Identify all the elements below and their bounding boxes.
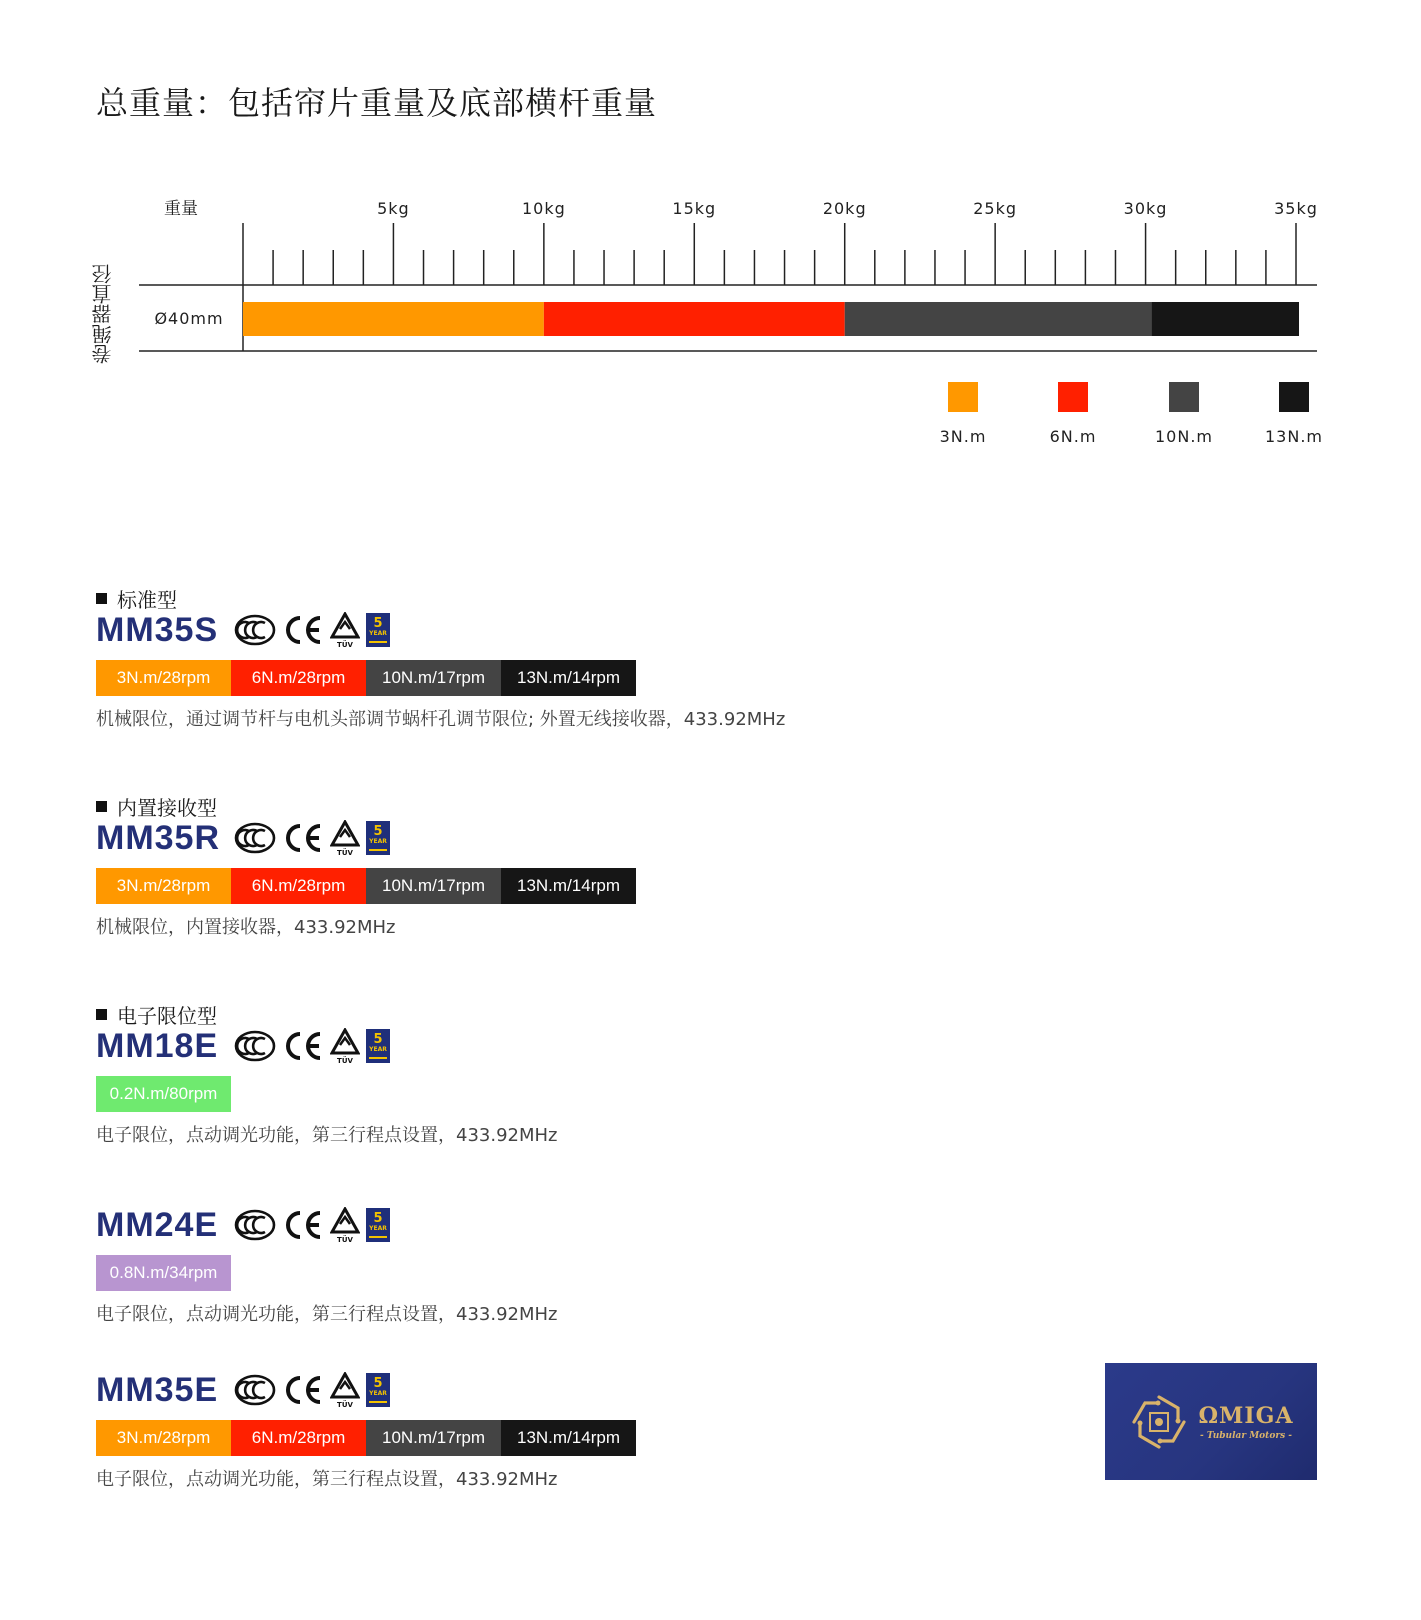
section-heading bbox=[96, 586, 785, 610]
weight-range-chart bbox=[0, 180, 1421, 470]
omiga-emblem-icon bbox=[1128, 1391, 1190, 1453]
chart-legend-swatch bbox=[948, 382, 978, 412]
ccc-icon bbox=[234, 613, 276, 647]
model-line bbox=[96, 610, 785, 650]
chart-bar-segment bbox=[243, 302, 544, 336]
five-year-warranty-icon bbox=[366, 1029, 390, 1063]
ce-mark-icon bbox=[282, 613, 324, 647]
spec-row bbox=[96, 868, 636, 904]
warranty-number: 5 bbox=[373, 616, 383, 631]
section-description: 机械限位，内置接收器，433.92MHz bbox=[96, 917, 396, 938]
tuv-text: TÜV bbox=[337, 1401, 353, 1408]
ccc-icon bbox=[234, 1373, 276, 1407]
tuv-text: TÜV bbox=[337, 849, 353, 856]
chart-x-axis-label: 重量 bbox=[164, 199, 198, 219]
ce-mark-icon bbox=[282, 1029, 324, 1063]
certification-icons bbox=[234, 612, 390, 648]
spec-cell: 3N.m/28rpm bbox=[96, 660, 231, 696]
product-section bbox=[96, 1002, 558, 1147]
chart-bar-segment bbox=[1152, 302, 1299, 336]
warranty-word: YEAR bbox=[369, 838, 387, 845]
tuv-text: TÜV bbox=[337, 1057, 353, 1064]
spec-cell: 3N.m/28rpm bbox=[96, 868, 231, 904]
chart-bar-segment bbox=[845, 302, 1152, 336]
warranty-number: 5 bbox=[373, 1376, 383, 1391]
tuv-icon bbox=[330, 1372, 360, 1408]
warranty-number: 5 bbox=[373, 824, 383, 839]
certification-icons bbox=[234, 1207, 390, 1243]
spec-row bbox=[96, 660, 785, 696]
product-section bbox=[96, 794, 636, 939]
section-heading-text: 电子限位型 bbox=[117, 1003, 217, 1028]
omiga-logo bbox=[1105, 1363, 1317, 1480]
page-title: 总重量：包括帘片重量及底部横杆重量 bbox=[96, 84, 658, 122]
chart-legend-label: 13N.m bbox=[1265, 427, 1323, 446]
tuv-icon bbox=[330, 612, 360, 648]
chart-y-axis-label: 卷绳器直径 bbox=[91, 264, 115, 364]
warranty-word: YEAR bbox=[369, 1390, 387, 1397]
section-heading-text: 内置接收型 bbox=[117, 795, 217, 820]
five-year-warranty-icon bbox=[366, 1373, 390, 1407]
spec-cell: 6N.m/28rpm bbox=[231, 660, 366, 696]
five-year-warranty-icon bbox=[366, 1208, 390, 1242]
spec-cell: 0.8N.m/34rpm bbox=[96, 1255, 231, 1291]
ccc-icon bbox=[234, 1029, 276, 1063]
tuv-text: TÜV bbox=[337, 641, 353, 648]
warranty-number: 5 bbox=[373, 1032, 383, 1047]
ccc-icon bbox=[234, 821, 276, 855]
ccc-icon bbox=[234, 1208, 276, 1242]
tuv-icon bbox=[330, 1028, 360, 1064]
certification-icons bbox=[234, 1372, 390, 1408]
chart-tick-label: 25kg bbox=[973, 199, 1018, 218]
certification-icons bbox=[234, 1028, 390, 1064]
warranty-word: YEAR bbox=[369, 1046, 387, 1053]
chart-legend-swatch bbox=[1058, 382, 1088, 412]
model-line bbox=[96, 1370, 636, 1410]
chart-tick-label: 20kg bbox=[822, 199, 867, 218]
ce-mark-icon bbox=[282, 821, 324, 855]
chart-tick-labels bbox=[377, 199, 1318, 218]
model-line bbox=[96, 1026, 558, 1066]
chart-legend-label: 10N.m bbox=[1155, 427, 1213, 446]
section-heading bbox=[96, 1002, 558, 1026]
chart-legend-label: 3N.m bbox=[939, 427, 987, 446]
spec-cell: 13N.m/14rpm bbox=[501, 660, 636, 696]
chart-legend-swatch bbox=[1279, 382, 1309, 412]
five-year-warranty-icon bbox=[366, 613, 390, 647]
section-description: 电子限位，点动调光功能，第三行程点设置，433.92MHz bbox=[96, 1469, 558, 1490]
model-name: MM35E bbox=[96, 1370, 219, 1409]
spec-cell: 6N.m/28rpm bbox=[231, 868, 366, 904]
spec-cell: 10N.m/17rpm bbox=[366, 660, 501, 696]
model-line bbox=[96, 1205, 558, 1245]
chart-ticks bbox=[273, 223, 1296, 285]
chart-tick-label: 30kg bbox=[1123, 199, 1168, 218]
tuv-text: TÜV bbox=[337, 1236, 353, 1243]
spec-cell: 6N.m/28rpm bbox=[231, 1420, 366, 1456]
warranty-word: YEAR bbox=[369, 630, 387, 637]
spec-cell: 13N.m/14rpm bbox=[501, 1420, 636, 1456]
chart-tick-label: 10kg bbox=[521, 199, 566, 218]
warranty-number: 5 bbox=[373, 1211, 383, 1226]
spec-cell: 10N.m/17rpm bbox=[366, 868, 501, 904]
model-name: MM35R bbox=[96, 818, 221, 857]
tuv-icon bbox=[330, 1207, 360, 1243]
chart-category-label: Ø40mm bbox=[154, 309, 224, 328]
section-description: 机械限位，通过调节杆与电机头部调节蜗杆孔调节限位; 外置无线接收器，433.92MHz bbox=[96, 709, 786, 730]
logo-subtitle: - Tubular Motors - bbox=[1199, 1430, 1293, 1441]
model-name: MM24E bbox=[96, 1205, 219, 1244]
square-bullet-icon bbox=[96, 1009, 107, 1020]
section-heading bbox=[96, 794, 636, 818]
spec-row bbox=[96, 1255, 558, 1291]
chart-bars bbox=[243, 302, 1299, 336]
product-section bbox=[96, 1205, 558, 1326]
ce-mark-icon bbox=[282, 1373, 324, 1407]
tuv-icon bbox=[330, 820, 360, 856]
certification-icons bbox=[234, 820, 390, 856]
spec-cell: 10N.m/17rpm bbox=[366, 1420, 501, 1456]
chart-legend-swatch bbox=[1169, 382, 1199, 412]
warranty-word: YEAR bbox=[369, 1225, 387, 1232]
chart-tick-label: 35kg bbox=[1274, 199, 1318, 218]
model-line bbox=[96, 818, 636, 858]
chart-tick-label: 5kg bbox=[377, 199, 410, 218]
spec-cell: 0.2N.m/80rpm bbox=[96, 1076, 231, 1112]
model-name: MM18E bbox=[96, 1026, 219, 1065]
logo-name: ΩMIGA bbox=[1198, 1402, 1294, 1429]
chart-tick-label: 15kg bbox=[672, 199, 717, 218]
square-bullet-icon bbox=[96, 593, 107, 604]
product-section bbox=[96, 1370, 636, 1491]
section-description: 电子限位，点动调光功能，第三行程点设置，433.92MHz bbox=[96, 1125, 558, 1146]
spec-row bbox=[96, 1076, 558, 1112]
five-year-warranty-icon bbox=[366, 821, 390, 855]
spec-cell: 3N.m/28rpm bbox=[96, 1420, 231, 1456]
chart-legend-label: 6N.m bbox=[1049, 427, 1097, 446]
model-name: MM35S bbox=[96, 610, 219, 649]
spec-row bbox=[96, 1420, 636, 1456]
ce-mark-icon bbox=[282, 1208, 324, 1242]
section-description: 电子限位，点动调光功能，第三行程点设置，433.92MHz bbox=[96, 1304, 558, 1325]
product-section bbox=[96, 586, 785, 731]
spec-cell: 13N.m/14rpm bbox=[501, 868, 636, 904]
chart-legend bbox=[940, 382, 1323, 446]
section-heading-text: 标准型 bbox=[117, 587, 177, 612]
square-bullet-icon bbox=[96, 801, 107, 812]
chart-bar-segment bbox=[544, 302, 845, 336]
